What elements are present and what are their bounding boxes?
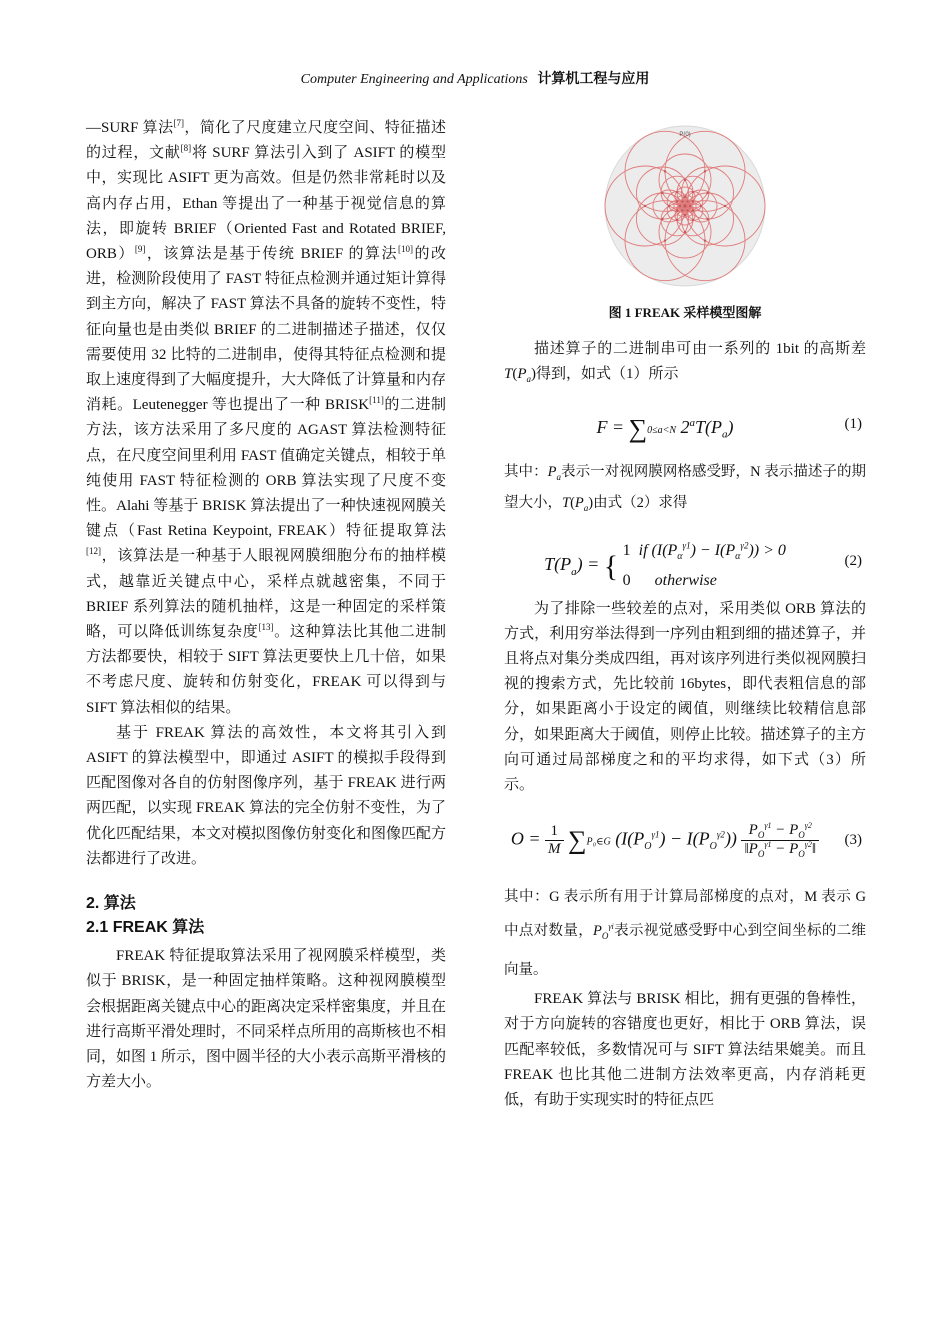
sampling-point — [684, 196, 686, 198]
sampling-point — [684, 214, 686, 216]
sampling-point — [700, 205, 702, 207]
eq1-explanation: 其中：$P_a$表示一对视网膜网格感受野，N 表示描述子的期望大小，$T(P_a)$由式（2）求得 — [504, 464, 866, 513]
descriptor-paragraph: 描述算子的二进制串可由一系列的 1bit 的高斯差$T(P_a)$得到，如式（1）所示 — [504, 341, 866, 385]
freak-sampling-pattern — [603, 124, 767, 288]
equation-2-number: (2) — [844, 552, 862, 569]
sampling-point — [684, 231, 686, 233]
freak-description-paragraph: FREAK 特征提取算法采用了视网膜采样模型，类似于 BRISK，是一种固定抽样策略。这种视网膜模型会根据距离关键点中心的距离决定采样密集度，并且在进行高斯平滑处理时，不同采样点所用的高斯核也不相同，如图 1 所示，图中圆半径的大小表示高斯平滑核的方差大小。 — [86, 948, 447, 1091]
sampling-point — [676, 219, 678, 221]
eq3-explanation: 其中：G 表示所有用于计算局部梯度的点对，M 表示 G 中点对数量，$P_O^{\gamma i}$表示视觉感受野中心到空间坐标的二维向量。 — [504, 889, 867, 979]
citation-12[interactable]: [12] — [86, 546, 101, 557]
citation-9[interactable]: [9] — [134, 244, 146, 255]
method-overview-paragraph: 基于 FREAK 算法的高效性，本文将其引入到 ASIFT 的算法模型中，即通过 ASIFT 的模拟手段得到匹配图像对各自的仿射图像序列，基于 FREAK 进行两两匹配，以实现 FREAK 算法的完全仿射不变性，为了优化匹配结果，本文对模拟图像仿射变化和图像匹配方法都进行了改进。 — [86, 724, 447, 867]
sampling-point — [661, 218, 663, 220]
sampling-point — [706, 218, 708, 220]
eq1-sum-range: 0≤a<N — [647, 425, 677, 437]
running-header — [0, 68, 950, 88]
sampling-point — [681, 200, 683, 202]
sampling-point — [689, 205, 691, 207]
figure-caption: 图 1 FREAK 采样模型图解 — [608, 305, 762, 320]
citation-11[interactable]: [11] — [369, 395, 384, 406]
sampling-point — [704, 239, 706, 241]
figure-1 — [504, 124, 866, 296]
journal-name-en: Computer Engineering and Applications — [300, 72, 528, 87]
descriptor-search-paragraph: 为了排除一些较差的点对，采用类似 ORB 算法的方式，利用穷举法得到一序列由粗到细的描述算子，并且将点对集分类成四组，再对该序列进行类似视网膜扫视的搜索方式，先比较前 16bytes，即代表粗信息的部分，如果距离小于设定的阈值，则继续比较精信息部分，如果距离大于阈值，则停止比较。描述算子的主方向可通过局部梯度之和的平均求得，如下式（3）所示。 — [504, 600, 866, 794]
keypoint-center — [683, 204, 686, 207]
sampling-point — [664, 239, 666, 241]
freak-comparison-paragraph: FREAK 算法与 BRISK 相比，拥有更强的鲁棒性，对于方向旋转的容错度也更好，相比于 ORB 算法，误匹配率较低，多数情况可与 SIFT 算法结果媲美。而且 FREAK 也比其他二进制方法效率更高，内存消耗更低，有助于实现实时的特征点匹 — [504, 991, 866, 1108]
sampling-point — [676, 209, 678, 211]
sampling-point — [668, 205, 670, 207]
right-column — [504, 116, 866, 1113]
sampling-point — [676, 191, 678, 193]
citation-8[interactable]: [8] — [180, 143, 192, 154]
subsection-heading-freak: 2.1 FREAK 算法 — [86, 919, 205, 937]
citation-7[interactable]: [7] — [173, 118, 185, 128]
sampling-point — [681, 209, 683, 211]
sampling-point — [692, 191, 694, 193]
sampling-point — [686, 209, 688, 211]
eq1-lhs: F = — [596, 417, 625, 438]
sampling-point — [692, 219, 694, 221]
sampling-point — [724, 205, 726, 207]
left-column — [86, 116, 446, 1095]
sampling-point — [704, 170, 706, 172]
sampling-point — [644, 205, 646, 207]
sampling-point — [661, 192, 663, 194]
citation-10[interactable]: [10] — [397, 244, 413, 255]
sampling-point — [692, 209, 694, 211]
sampling-point — [706, 192, 708, 194]
pattern-label: P(0) — [679, 132, 691, 138]
equation-1-number: (1) — [844, 416, 862, 433]
equation-3: O = $\frac{1}{M}$ ∑P₀∈G $(I(P_O^{\gamma 1}) - I(P_O^{\gamma 2}))$ $\frac{P_O^{\gamma 1} - P_O^{\gamma 2}}{‖P_O^{\gamma 1} - P_O^{\gamma 2}‖}$ (3) — [510, 821, 862, 860]
citation-13[interactable]: [13] — [258, 622, 274, 633]
sampling-point — [676, 200, 678, 202]
equation-3-number: (3) — [844, 832, 862, 849]
sampling-point — [686, 200, 688, 202]
sampling-point — [692, 200, 694, 202]
sampling-point — [684, 179, 686, 181]
equation-1: F = ∑0≤a<N $2^aT(P_a)$ (1) — [596, 414, 862, 444]
journal-name-zh: 计算机工程与应用 — [537, 72, 650, 87]
sampling-point — [679, 205, 681, 207]
sampling-point — [664, 170, 666, 172]
equation-2: $T(P_a)$ = { 1 if $(I(P_\alpha^{\gamma 1}) - I(P_\alpha^{\gamma 2})) > 0$ 0 otherwise (2) — [544, 540, 862, 589]
section-heading-algorithm: 2. 算法 — [86, 895, 136, 913]
intro-paragraph: —SURF 算法[7]，简化了尺度建立尺度空间、特征描述的过程，文献[8]将 SURF 算法引入到了 ASIFT 的模型中，实现比 ASIFT 更为高效。但是仍然非常耗时以及高内存占用，Ethan 等提出了一种基于视觉信息的算法，即旋转 BRIEF（Oriented Fast and Rotated BRIEF, ORB）[9]，该算法是基于传统 BRIEF 的算法[10]的改进，检测阶段使用了 FAST 特征点检测并通过矩计算得到主方向，解决了 FAST 算法不具备的旋转不变性，特征向量也是由类似 BRIEF 的二进制描述子描述，仅仅需要使用 32 比特的二进制串，使得其特征点检测和提取上速度得到了大幅度提升，大大降低了计算量和内存消耗。Leutenegger 等也提出了一种 BRISK[11]的二进制方法，该方法采用了多尺度的 AGAST 算法检测特征点，在尺度空间里利用 FAST 值确定关键点，相较于单纯使用 FAST 特征检测的 ORB 算法实现了尺度不变性。Alahi 等基于 BRISK 算法提出了一种快速视网膜关键点（Fast Retina Keypoint, FREAK）特征提取算法[12]，该算法是一种基于人眼视网膜细胞分布的抽样模式，越靠近关键点中心，采样点就越密集，不同于 BRIEF 系列算法的随机抽样，这是一种固定的采样策略，可以降低训练复杂度[13]。这种算法比其他二进制方法都要快，相较于 SIFT 算法更要快上几十倍，如果不考虑尺度、旋转和仿射变化，FREAK 可以得到与 SIFT 算法相似的结果。 — [86, 118, 447, 716]
